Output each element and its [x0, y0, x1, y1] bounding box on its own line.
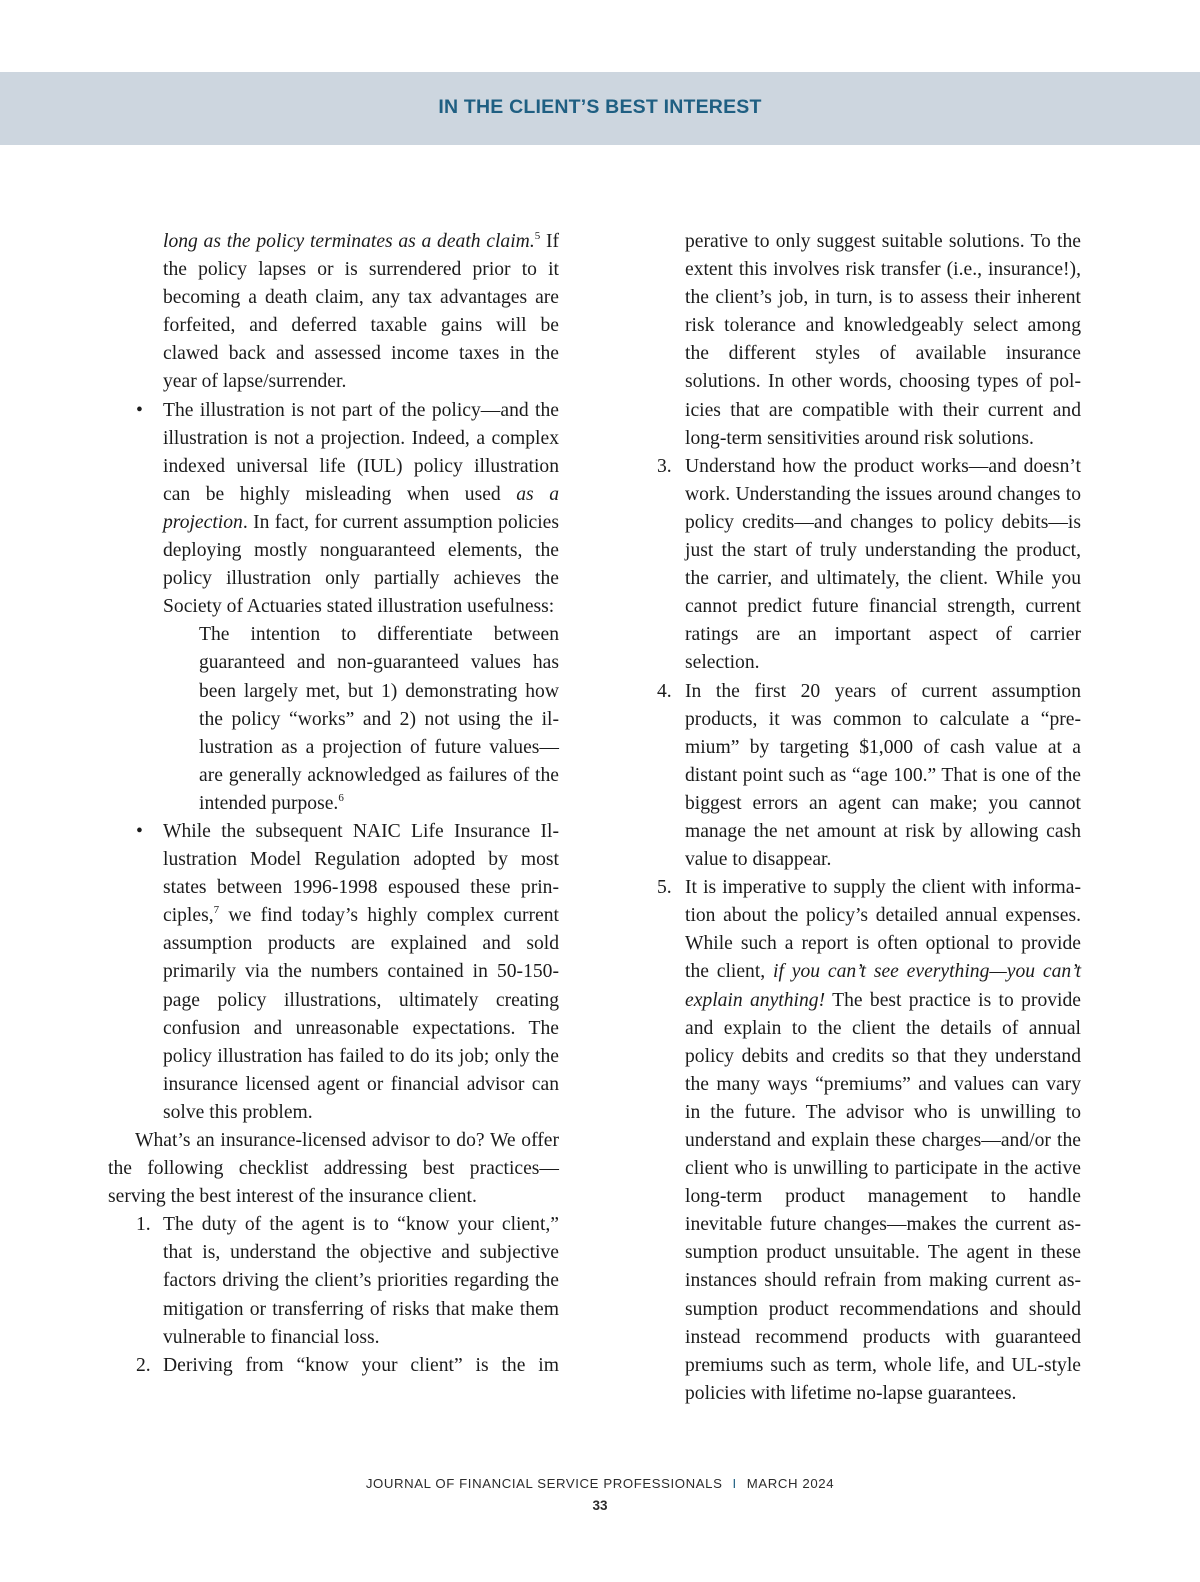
emphasis-text: long as the policy terminates as a death claim.	[163, 231, 535, 252]
bullet-item	[108, 397, 559, 622]
item-number: 3.	[657, 455, 672, 477]
item-number: 2.	[136, 1354, 151, 1376]
item-number: 5.	[657, 877, 672, 899]
paragraph-continuation	[108, 228, 559, 397]
header-band	[0, 72, 1200, 145]
item-number: 1.	[136, 1214, 151, 1236]
item-text: The best practice is to provide and explain to the client the details of annual policy debits and credits so that they understand the many ways “premiums” and values can vary in the future. The advisor who is unwilling to understand and explain these charges—and/or the client who is unwilling to participate in the active long-term product management to handle inevitable future changes—makes the current assumption product unsuitable. The agent in these instances should refrain from making current assumption product recommendations and should instead recommend products with guaranteed premiums such as term, whole life, and UL-style policies with lifetime no-lapse guarantees.	[685, 989, 1081, 1404]
footnote-ref: 7	[213, 904, 220, 917]
block-quote	[108, 621, 559, 818]
numbered-item-continuation: perative to only suggest suitable solutions. To the extent this involves risk transfer (i.e., insurance!), the client’s job, in turn, is to assess their inherent risk tolerance and knowledgeably select among the different styles of available insurance solutions. In other words, choosing types of policies that are compatible with their current and long-term sensitivities around risk solutions.	[685, 231, 1081, 449]
item-text: Understand how the product works—and doesn’t work. Understanding the issues around changes to policy credits—and changes to policy debits—is just the start of truly understanding the product, the carrier, and ultimately, the client. While you cannot predict future financial strength, current ratings are an important aspect of carrier selection.	[685, 455, 1081, 674]
numbered-item	[108, 1352, 559, 1380]
bullet-text: we find today’s highly complex current assumption products are explained and sold primarily via the numbers contained in 50-150-page policy illustrations, ultimately creating confusion and unreasonable expectations. The policy illustration has failed to do its job; only the insurance licensed agent or financial advisor can solve this problem.	[163, 905, 559, 1123]
item-text: In the first 20 years of current assumption products, it was common to calculate a “premium” by targeting $1,000 of cash value at a distant point such as “age 100.” That is one of the biggest errors an agent can make; you cannot manage the net amount at risk by allowing cash value to disappear.	[685, 680, 1081, 871]
page-footer	[0, 1476, 1200, 1513]
emphasis-text: as a projection	[163, 483, 559, 533]
footer-separator: I	[732, 1476, 737, 1491]
bullet-text: While the subsequent NAIC Life Insurance Illustration Model Regulation adopted by most states between 1996-1998 espoused these principles,	[163, 820, 559, 927]
body-paragraph: What’s an insurance-licensed advisor to do? We offer the following checklist addressing best practices—serving the best interest of the insurance client.	[108, 1130, 559, 1208]
footnote-ref: 5	[534, 230, 541, 242]
emphasis-text: if you can’t see everything—you can’t explain anything!	[685, 961, 1082, 1011]
page-number: 33	[592, 1498, 608, 1513]
numbered-item	[657, 874, 1082, 1408]
paragraph-text: If the policy lapses or is surrendered prior to it becoming a death claim, any tax advantages are forfeited, and deferred taxable gains will be clawed back and assessed income taxes in the year of lapse/surrender.	[163, 231, 560, 393]
item-text: Deriving from “know your client” is the im	[163, 1354, 559, 1376]
issue-date: MARCH 2024	[746, 1476, 835, 1491]
footer-line	[0, 1476, 1200, 1491]
numbered-item	[657, 453, 1081, 678]
numbered-item	[108, 1211, 559, 1351]
left-column	[108, 228, 559, 1380]
bullet-text: The illustration is not part of the policy—and the illustration is not a projection. Indeed, a complex indexed universal life (IUL) policy illustration can be highly misleading when used	[163, 399, 559, 505]
quote-text: The intention to differentiate between guaranteed and non-guaranteed values has been largely met, but 1) demonstrating how the policy “works” and 2) not using the illustration as a projection of future values—are generally acknowledged as failures of the intended purpose.	[199, 624, 559, 814]
section-title: IN THE CLIENT’S BEST INTEREST	[438, 96, 762, 118]
item-text: It is imperative to supply the client with information about the policy’s detailed annual expenses. While such a report is often optional to provide the client,	[685, 877, 1081, 983]
item-text: The duty of the agent is to “know your client,” that is, understand the objective and subjective factors driving the client’s priorities regarding the mitigation or transferring of risks that make them vulnerable to financial loss.	[163, 1214, 559, 1348]
bullet-item	[108, 818, 559, 1127]
journal-name: JOURNAL OF FINANCIAL SERVICE PROFESSIONALS	[365, 1476, 723, 1491]
bullet-text: . In fact, for current assumption policies deploying mostly nonguaranteed elements, the policy illustration only partially achieves the Society of Actuaries stated illustration usefulness:	[163, 511, 559, 618]
footnote-ref: 6	[338, 791, 344, 804]
right-column	[657, 228, 1082, 1408]
numbered-item	[657, 678, 1081, 875]
item-number: 4.	[657, 680, 672, 702]
